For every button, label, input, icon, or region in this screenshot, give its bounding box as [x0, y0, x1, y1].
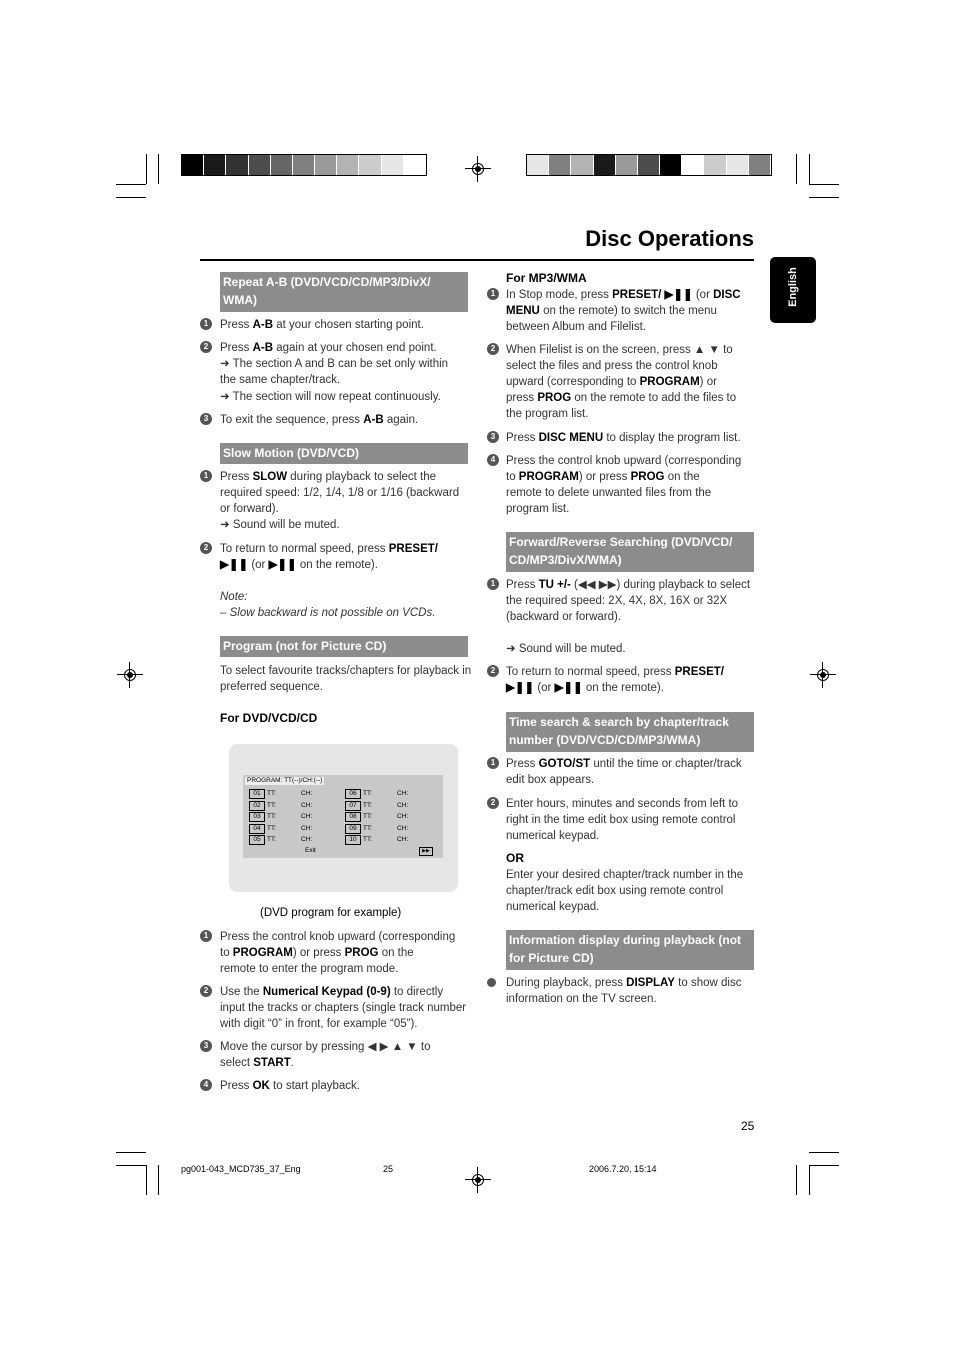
- figure-caption: (DVD program for example): [260, 907, 402, 919]
- color-swatch: [704, 155, 725, 175]
- program-slot-number: 01: [249, 789, 265, 799]
- color-swatch: [527, 155, 548, 175]
- step-text: During playback, press DISPLAY to show disc information on the TV screen.: [506, 977, 742, 1005]
- step-text: Press GOTO/ST until the time or chapter/track edit box appears.: [506, 758, 742, 786]
- color-swatch: [404, 155, 425, 175]
- program-ch-label: CH:: [301, 790, 313, 797]
- color-swatch: [749, 155, 770, 175]
- step-number: 1: [200, 318, 212, 330]
- program-ch-label: CH:: [301, 801, 313, 809]
- program-ch-label: CH:: [301, 836, 313, 843]
- program-tt-label: TT:: [267, 801, 277, 809]
- registration-target-icon: [469, 1171, 487, 1189]
- bullet: [487, 978, 496, 987]
- program-exit: Exit: [305, 847, 316, 854]
- title-divider: [200, 259, 754, 261]
- color-swatch: [271, 155, 292, 175]
- step-text: Press A-B again at your chosen end point. ➜ The section A and B can be set only within the same chapter/track. ➜ The section will now repeat continuously.: [220, 342, 449, 403]
- color-swatch: [594, 155, 615, 175]
- step-text: To return to normal speed, press PRESET/ ▶❚❚ (or ▶❚❚ on the remote).: [506, 666, 724, 694]
- section-heading-info-display: Information display during playback (not for Picture CD): [506, 930, 754, 970]
- subheading-dvd: For DVD/VCD/CD: [220, 711, 318, 725]
- section-heading-search: Forward/Reverse Searching (DVD/VCD/ CD/MP3/DivX/WMA): [506, 532, 754, 572]
- step-text: When Filelist is on the screen, press ▲ ▼ to select the files and press the control knob upward (corresponding to PROGRAM) or press PROG on the remote to add the files to the program list.: [506, 344, 737, 420]
- color-swatch: [571, 155, 592, 175]
- color-swatch: [638, 155, 659, 175]
- program-screen-illustration: [229, 744, 458, 892]
- step-text: Move the cursor by pressing ◀ ▶ ▲ ▼ to select START.: [220, 1041, 431, 1069]
- program-tt-label: TT:: [363, 824, 373, 832]
- program-intro: To select favourite tracks/chapters for playback in preferred sequence.: [220, 665, 472, 693]
- program-tt-label: TT:: [363, 813, 373, 820]
- program-ch-label: CH:: [301, 824, 313, 832]
- section-heading-program: Program (not for Picture CD): [220, 636, 468, 657]
- subheading-mp3: For MP3/WMA: [506, 271, 587, 285]
- program-slot-number: 08: [345, 812, 361, 822]
- step-number: 4: [200, 1079, 212, 1091]
- color-swatch: [249, 155, 270, 175]
- step-number: 2: [487, 797, 499, 809]
- program-ch-label: CH:: [397, 813, 409, 820]
- step-text: Press TU +/- (◀◀ ▶▶) during playback to select the required speed: 2X, 4X, 8X, 16X or 32X (backward or forward).: [506, 579, 751, 623]
- step-number: 1: [487, 578, 499, 590]
- step-number: 3: [200, 1040, 212, 1052]
- registration-target-icon: [469, 160, 487, 178]
- footer-date: 2006.7.20, 15:14: [589, 1164, 657, 1174]
- color-swatch: [182, 155, 203, 175]
- step-number: 1: [487, 288, 499, 300]
- next-icon: ▶▶: [419, 847, 433, 856]
- color-swatch: [682, 155, 703, 175]
- registration-target-icon: [814, 666, 832, 684]
- language-label: English: [787, 267, 799, 307]
- step-number: 1: [200, 930, 212, 942]
- step-text: Press DISC MENU to display the program list.: [506, 432, 741, 444]
- step-number: 2: [200, 542, 212, 554]
- program-screen-title: PROGRAM: TT(--)/CH:(--): [247, 777, 323, 784]
- section-heading-slow: Slow Motion (DVD/VCD): [220, 443, 468, 464]
- color-swatch: [382, 155, 403, 175]
- program-ch-label: CH:: [397, 790, 409, 797]
- step-text: To return to normal speed, press PRESET/ ▶❚❚ (or ▶❚❚ on the remote).: [220, 543, 438, 571]
- program-ch-label: CH:: [397, 824, 409, 832]
- step-text: Press the control knob upward (corresponding to PROGRAM) or press PROG on the remote to delete unwanted files from the program list.: [506, 455, 742, 515]
- program-ch-label: CH:: [397, 836, 409, 843]
- step-text: Press A-B at your chosen starting point.: [220, 319, 424, 331]
- color-swatch: [616, 155, 637, 175]
- step-result: ➜ Sound will be muted.: [506, 643, 626, 655]
- step-number: 2: [200, 341, 212, 353]
- color-swatch: [226, 155, 247, 175]
- program-tt-label: TT:: [267, 836, 277, 843]
- color-swatch: [727, 155, 748, 175]
- or-text: Enter your desired chapter/track number in the chapter/track edit box using remote control numerical keypad.: [506, 869, 744, 913]
- registration-target-icon: [121, 666, 139, 684]
- program-tt-label: TT:: [267, 824, 277, 832]
- program-tt-label: TT:: [267, 790, 277, 797]
- section-heading-repeat: Repeat A-B (DVD/VCD/CD/MP3/DivX/ WMA): [220, 272, 468, 312]
- footer-file: pg001-043_MCD735_37_Eng: [181, 1164, 301, 1174]
- color-swatch: [315, 155, 336, 175]
- or-label: OR: [506, 851, 524, 865]
- footer-page: 25: [383, 1164, 394, 1174]
- section-heading-time-search: Time search & search by chapter/track number (DVD/VCD/CD/MP3/WMA): [506, 712, 754, 752]
- step-text: Press the control knob upward (corresponding to PROGRAM) or press PROG on the remote to enter the program mode.: [220, 931, 456, 975]
- color-bar-left: [181, 154, 427, 176]
- step-text: To exit the sequence, press A-B again.: [220, 414, 419, 426]
- language-tab: [770, 257, 816, 323]
- step-number: 2: [487, 665, 499, 677]
- step-number: 4: [487, 454, 499, 466]
- step-number: 2: [487, 343, 499, 355]
- step-text: Press SLOW during playback to select the required speed: 1/2, 1/4, 1/8 or 1/16 (backward or forward). ➜ Sound will be muted.: [220, 471, 460, 531]
- step-number: 3: [487, 431, 499, 443]
- program-slot-number: 04: [249, 824, 265, 834]
- step-number: 3: [200, 413, 212, 425]
- program-tt-label: TT:: [363, 801, 373, 809]
- color-swatch: [549, 155, 570, 175]
- program-slot-number: 10: [345, 835, 361, 845]
- color-swatch: [660, 155, 681, 175]
- color-bar-right: [526, 154, 772, 176]
- color-swatch: [204, 155, 225, 175]
- program-slot-number: 03: [249, 812, 265, 822]
- program-tt-label: TT:: [267, 813, 277, 820]
- program-tt-label: TT:: [363, 790, 373, 797]
- color-swatch: [337, 155, 358, 175]
- program-slot-number: 09: [345, 824, 361, 834]
- step-text: Press OK to start playback.: [220, 1080, 360, 1092]
- program-ch-label: CH:: [301, 813, 313, 820]
- program-slot-number: 06: [345, 789, 361, 799]
- program-ch-label: CH:: [397, 801, 409, 809]
- program-slot-number: 07: [345, 801, 361, 811]
- program-screen: [243, 775, 443, 858]
- step-text: Use the Numerical Keypad (0-9) to directly input the tracks or chapters (single track number with digit “0” in front, for example “05”).: [220, 986, 467, 1030]
- step-text: Enter hours, minutes and seconds from left to right in the time edit box using remote control numerical keypad.: [506, 798, 739, 842]
- program-slot-number: 02: [249, 801, 265, 811]
- page-number: 25: [741, 1119, 755, 1133]
- program-slot-number: 05: [249, 835, 265, 845]
- step-text: In Stop mode, press PRESET/ ▶❚❚ (or DISC MENU on the remote) to switch the menu between Album and Filelist.: [506, 289, 741, 333]
- page-title: Disc Operations: [585, 226, 754, 251]
- color-swatch: [359, 155, 380, 175]
- program-tt-label: TT:: [363, 836, 373, 843]
- note: Note: – Slow backward is not possible on VCDs.: [220, 591, 436, 619]
- color-swatch: [293, 155, 314, 175]
- step-number: 2: [200, 985, 212, 997]
- step-number: 1: [200, 470, 212, 482]
- step-number: 1: [487, 757, 499, 769]
